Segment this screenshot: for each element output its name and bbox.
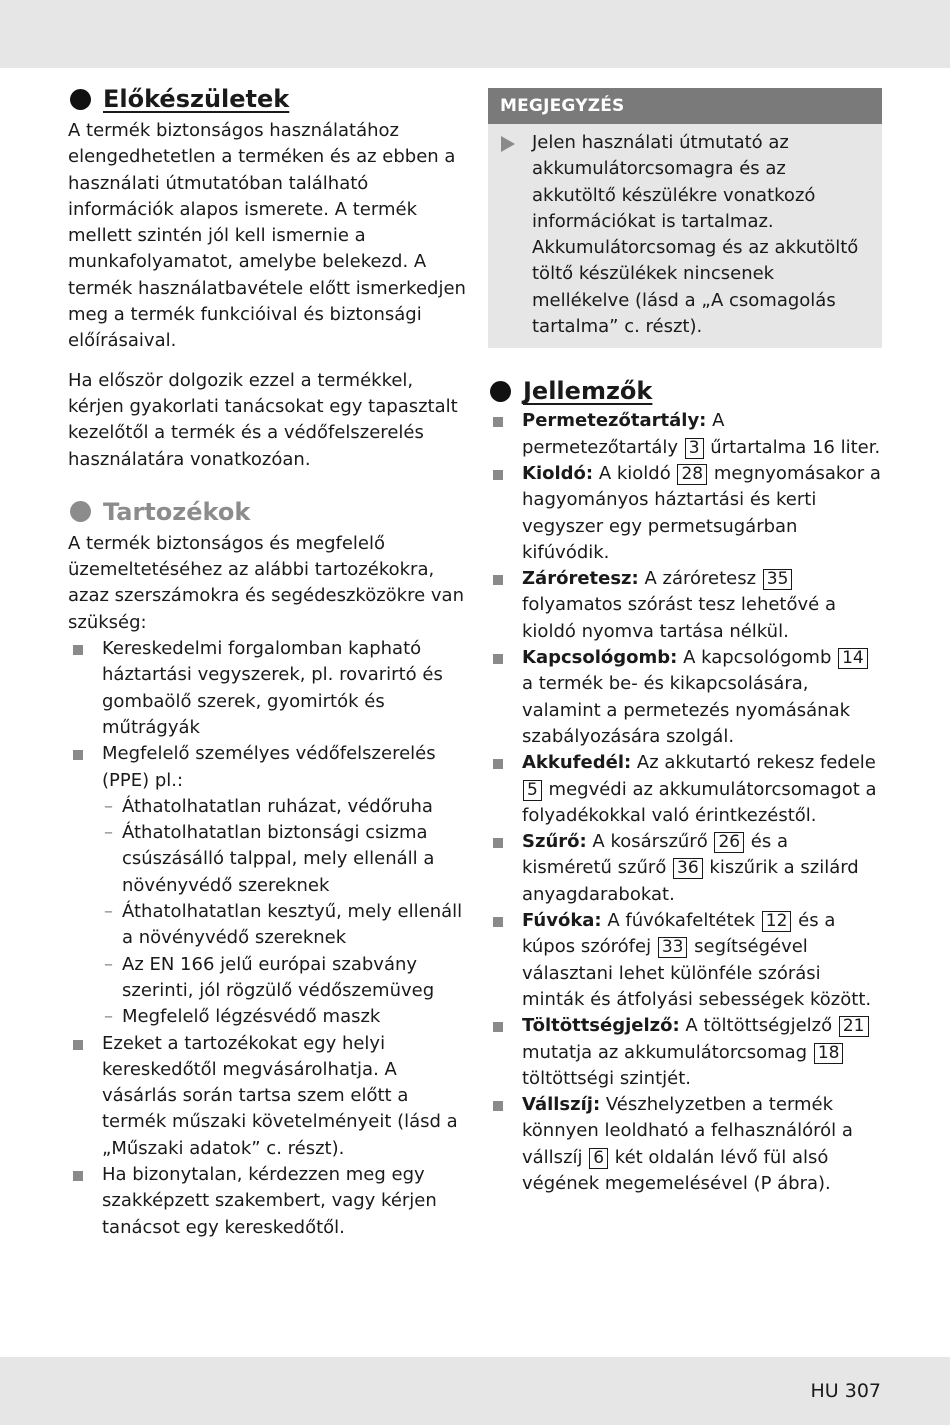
feature-term: Permetezőtartály: [522,410,707,432]
note-body [488,124,882,348]
right-column [488,88,882,1197]
feature-text: megnyomásakor a hagyományos háztartási és kerti vegyszer egy permetsugárban kifúvódik. [522,462,881,563]
feature-item [488,1013,882,1092]
feature-text: A záróretesz [638,568,762,590]
sub-list-item: – Áthatolhatatlan ruházat, védőruha [102,794,468,820]
bullet-dot-icon [70,89,91,110]
part-number-box: 35 [763,569,793,590]
header-band [0,0,950,68]
feature-text: kiszűrik a szilárd anyagdarabokat. [522,857,859,905]
ppe-list [102,794,468,1031]
part-number-box: 5 [523,780,542,801]
feature-term: Vállszíj: [522,1094,601,1116]
part-number-box: 21 [839,1016,869,1037]
accessories-list [68,636,468,1241]
feature-text: mutatja az akkumulátorcsomag [522,1041,813,1063]
bullet-dot-icon [70,501,91,522]
part-number-box: 28 [677,464,707,485]
list-item [68,741,468,1030]
feature-text: folyamatos szórást tesz lehetővé a kioldó nyomva tartása nélkül. [522,594,836,642]
feature-item [488,750,882,829]
part-number-box: 14 [838,648,868,669]
feature-text: A kosárszűrő [586,831,714,853]
feature-term: Fúvóka: [522,910,602,932]
feature-item [488,1092,882,1197]
sub-list-item: – Áthatolhatatlan kesztyű, mely ellenáll a növényvédő szereknek [102,899,468,952]
feature-term: Töltöttségjelző: [522,1015,680,1037]
feature-text: megvédi az akkumulátorcsomagot a folyadékokkal való érintkezéstől. [522,778,877,826]
feature-text: és a kúpos szórófej [522,910,836,958]
feature-item [488,408,882,461]
feature-text: Az akkutartó rekesz fedele [631,752,876,774]
part-number-box: 12 [762,911,792,932]
feature-text: űrtartalma 16 liter. [704,436,881,458]
feature-term: Akkufedél: [522,752,632,774]
part-number-box: 26 [714,832,744,853]
heading-text: Jellemzők [523,377,653,406]
sub-list-item: – Az EN 166 jelű európai szabvány szerinti, jól rögzülő védőszemüveg [102,952,468,1005]
paragraph: Ha először dolgozik ezzel a termékkel, kérjen gyakorlati tanácsokat egy tapasztalt kezelőtől a termék és a védőfelszerelés használatára vonatkozóan. [68,369,458,470]
note-header: MEGJEGYZÉS [488,88,882,124]
feature-text: Vészhelyzetben a termék könnyen leoldható a felhasználóról a vállszíj [522,1094,853,1168]
part-number-box: 18 [814,1043,844,1064]
feature-item [488,645,882,750]
paragraph: A termék biztonságos és megfelelő üzemeltetéséhez az alábbi tartozékokra, azaz szerszámokra és segédeszközökre van szükség: [68,532,464,633]
feature-item [488,461,882,566]
feature-text: és a kisméretű szűrő [522,831,789,879]
feature-text: a termék be- és kikapcsolására, valamint a permetezés nyomásának szabályozására szolgál. [522,673,851,747]
feature-item [488,566,882,645]
section-heading-features [488,374,882,408]
feature-text: két oldalán lévő fül alsó végének megemelésével (P ábra). [522,1146,831,1194]
feature-item [488,908,882,1013]
part-number-box: 36 [673,858,703,879]
feature-text: A kapcsológomb [677,647,838,669]
part-number-box: 3 [685,438,704,459]
feature-term: Szűrő: [522,831,587,853]
list-item: Ha bizonytalan, kérdezzen meg egy szakképzett szakembert, vagy kérjen tanácsot egy kereskedőtől. [68,1162,468,1241]
feature-text: A kioldó [593,462,677,484]
feature-term: Kioldó: [522,462,594,484]
section-heading-preparation [68,82,468,116]
features-list [488,408,882,1197]
page-number: HU 307 [810,1380,881,1402]
bullet-dot-icon [490,381,511,402]
feature-term: Záróretesz: [522,568,639,590]
list-item: Kereskedelmi forgalomban kapható háztartási vegyszerek, pl. rovarirtó és gombaölő szerek, gyomirtók és műtrágyák [68,636,468,741]
feature-text: A permetezőtartály [522,410,725,458]
triangle-right-icon [501,136,515,152]
left-column [68,82,468,1241]
feature-item [488,829,882,908]
footer-band [0,1357,950,1425]
feature-text: A fúvókafeltétek [601,910,761,932]
heading-text: Tartozékok [103,497,251,526]
sub-list-item: – Áthatolhatatlan biztonsági csizma csúszásálló talppal, mely ellenáll a növényvédő szereknek [102,820,468,899]
section-heading-accessories [68,495,468,529]
part-number-box: 33 [658,937,688,958]
feature-text: töltöttségi szintjét. [522,1067,692,1089]
feature-term: Kapcsológomb: [522,647,678,669]
note-box [488,88,882,348]
note-text: Jelen használati útmutató az akkumulátorcsomagra és az akkutöltő készülékre vonatkozó információkat is tartalmaz. Akkumulátorcsomag és az akkutöltő töltő készülékek nincsenek mellékelve (lásd a „A csomagolás tartalma” c. részt). [532,132,859,338]
sub-list-item: – Megfelelő légzésvédő maszk [102,1004,468,1030]
feature-text: A töltöttségjelző [679,1015,838,1037]
part-number-box: 6 [589,1148,608,1169]
list-item-text: Megfelelő személyes védőfelszerelés (PPE) pl.: [102,743,436,791]
list-item: Ezeket a tartozékokat egy helyi kereskedőtől megvásárolhatja. A vásárlás során tartsa szem előtt a termék műszaki követelményeit (lásd a „Műszaki adatok” c. részt). [68,1031,468,1162]
feature-text: segítségével választani lehet különféle szórási minták és átfolyási sebességek között. [522,936,872,1010]
heading-text: Előkészületek [103,85,290,113]
paragraph: A termék biztonságos használatához elengedhetetlen a terméken és az ebben a használati útmutatóban található információk alapos ismerete. A termék mellett szintén jól kell ismernie a munkafolyamatot, amelybe belekezd. A termék használatbavétele előtt ismerkedjen meg a termék funkcióival és biztonsági előírásaival. [68,120,466,352]
